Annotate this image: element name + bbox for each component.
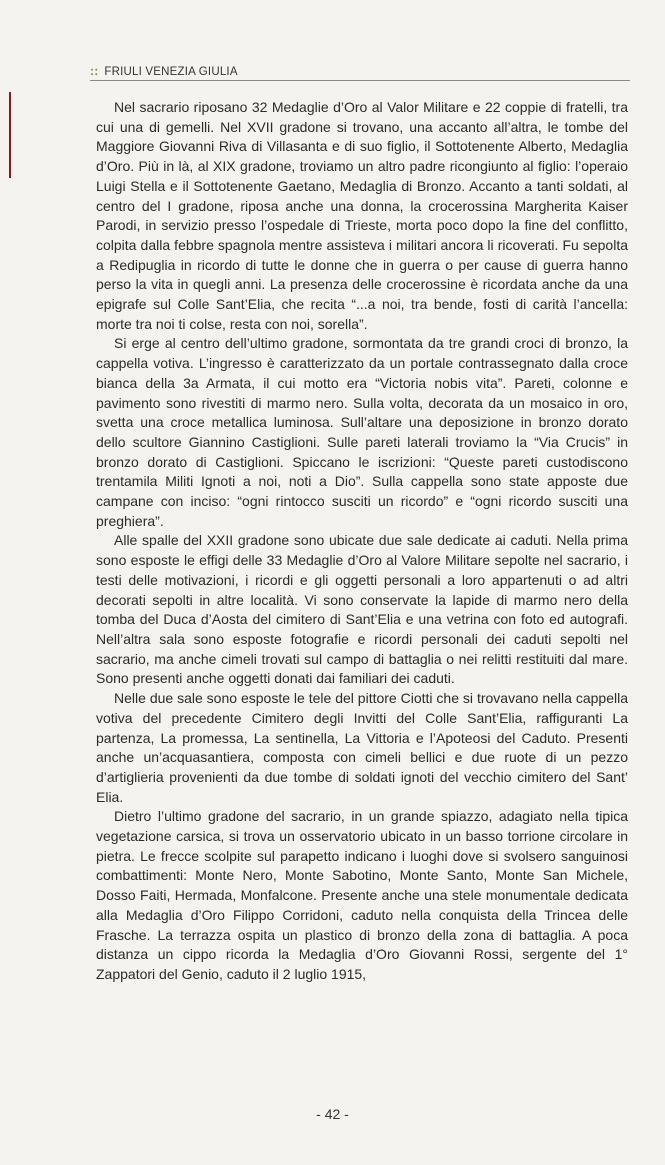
page-number: - 42 -	[316, 1106, 349, 1122]
paragraph: Nelle due sale sono esposte le tele del pittore Ciotti che si trovavano nella cappella votiva del precedente Cimitero degli Invitti del Colle Sant’Elia, raffiguranti La partenza, La promessa, La sentinella, La Vittoria e l’Apoteosi del Caduto. Presenti anche un’acquasantiera, composta con cimeli bellici e due ruote di un pezzo d’artiglieria provenienti da due tombe di soldati ignoti del vecchio cimitero del Sant’ Elia.	[96, 690, 628, 805]
running-header	[90, 62, 630, 81]
paragraph: Si erge al centro dell’ultimo gradone, sormontata da tre grandi croci di bronzo, la cappella votiva. L’ingresso è caratterizzato da un portale contrassegnato dalla croce bianca della 3a Armata, il cui motto era “Victoria nobis vita”. Pareti, colonne e pavimento sono rivestiti di marmo nero. Sulla volta, decorata da un mosaico in oro, svetta una croce metallica luminosa. Sull’altare una deposizione in bronzo dorato dello scultore Giannino Castiglioni. Sulle pareti laterali troviamo la “Via Crucis” in bronzo dorato di Castiglioni. Spiccano le iscrizioni: “Queste pareti custodiscono trentamila Militi Ignoti a noi, noti a Dio”. Sulla cappella sono state apposte due campane con inciso: “ogni rintocco susciti un ricordo” e “ogni ricordo susciti una preghiera”.	[96, 335, 628, 529]
paragraph: Dietro l’ultimo gradone del sacrario, in un grande spiazzo, adagiato nella tipica vegetazione carsica, si trova un osservatorio ubicato in un basso torrione circolare in pietra. Le frecce scolpite sul parapetto indicano i luoghi dove si svolsero sanguinosi combattimenti: Monte Nero, Monte Sabotino, Monte Santo, Monte San Michele, Dosso Faiti, Hermada, Monfalcone. Presente anche una stele monumentale dedicata alla Medaglia d’Oro Filippo Corridoni, caduto nella conquista della Trincea delle Frasche. La terrazza ospita un plastico di bronzo della zona di battaglia. A poca distanza un cippo ricorda la Medaglia d’Oro Giovanni Rossi, sergente del 1° Zappatori del Genio, caduto il 2 luglio 1915,	[96, 808, 628, 982]
body-text	[96, 98, 628, 985]
header-title: FRIULI VENEZIA GIULIA	[104, 66, 238, 78]
paragraph: Nel sacrario riposano 32 Medaglie d’Oro al Valor Militare e 22 coppie di fratelli, tra cui una di gemelli. Nel XVII gradone si trovano, una accanto all’altra, le tombe del Maggiore Giovanni Riva di Villasanta e di suo figlio, il Sottotenente Alberto, Medaglia d’Oro. Più in là, al XIX gradone, troviamo un altro padre ricongiunto al figlio: l’operaio Luigi Stella e il Sottotenente Gaetano, Medaglia di Bronzo. Accanto a tanti soldati, al centro del I gradone, riposa anche una donna, la crocerossina Margherita Kaiser Parodi, in servizio presso l’ospedale di Trieste, morta poco dopo la fine del conflitto, colpita dalla febbre spagnola mentre assisteva i militari ancora li ricoverati. Fu sepolta a Redipuglia in ricordo di tutte le donne che in guerra o per cause di guerra hanno perso la vita in quegli anni. La presenza delle crocerossine è ricordata anche da una epigrafe sul Colle Sant’Elia, che recita “...a noi, tra bende, fosti di carità l’ancella: morte tra noi ti colse, resta con noi, sorella”.	[96, 99, 628, 332]
header-marker: ::	[90, 64, 99, 78]
paragraph: Alle spalle del XXII gradone sono ubicate due sale dedicate ai caduti. Nella prima sono esposte le effigi delle 33 Medaglie d’Oro al Valore Militare sepolte nel sacrario, i testi delle motivazioni, i ricordi e gli oggetti personali a loro appartenuti o ad altri decorati sepolti in altre località. Vi sono conservate la lapide di marmo nero della tomba del Duca d’Aosta del cimitero di Sant’Elia e una vetrina con foto ed autografi. Nell’altra sala sono esposte fotografie e ricordi personali dei caduti sepolti nel sacrario, ma anche cimeli trovati sul campo di battaglia o nei relitti restituiti dal mare. Sono presenti anche oggetti donati dai familiari dei caduti.	[96, 532, 628, 687]
margin-bar	[9, 92, 11, 178]
